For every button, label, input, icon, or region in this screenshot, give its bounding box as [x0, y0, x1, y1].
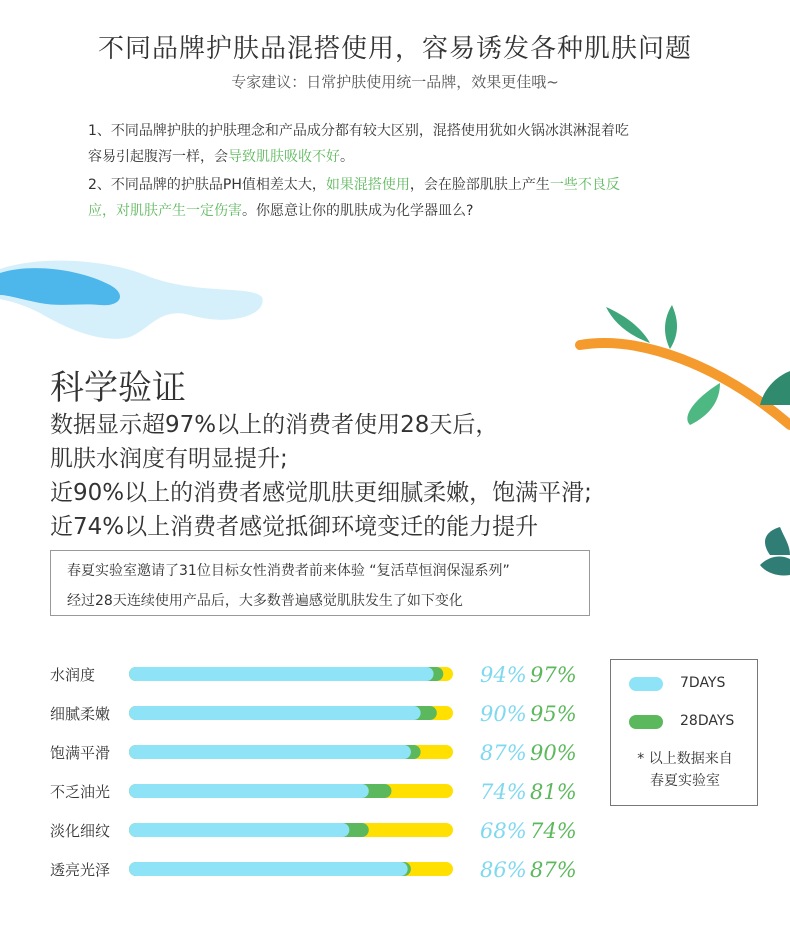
bar-7days: [129, 784, 369, 798]
value-label-28days: 87%: [530, 858, 577, 882]
study-line-2: 经过28天连续使用产品后，大多数普遍感觉肌肤发生了如下变化: [67, 593, 463, 609]
legend-note-line-1: * 以上数据来自: [637, 751, 733, 767]
category-label: 透亮光泽: [50, 861, 111, 879]
value-label-28days: 74%: [530, 819, 577, 843]
category-label: 细腻柔嫩: [50, 705, 111, 723]
bar-7days: [129, 823, 349, 837]
point-2-text-f: 。你愿意让你的肌肤成为化学器皿么?: [242, 203, 474, 219]
point-1: [88, 118, 728, 170]
point-2-highlight-2: 一些不良反: [549, 177, 620, 193]
claim-line: 近74%以上消费者感觉抵御环境变迁的能力提升: [50, 514, 539, 540]
value-label-7days: 87%: [480, 741, 527, 765]
science-title: 科学验证: [50, 368, 186, 408]
point-2: [88, 172, 728, 224]
value-label-28days: 90%: [530, 741, 577, 765]
point-2-text-a: 2、不同品牌的护肤品PH值相差太大，: [88, 177, 326, 193]
legend-label-7days: 7DAYS: [680, 675, 726, 691]
legend-note-line-2: 春夏实验室: [650, 773, 720, 789]
value-label-28days: 81%: [530, 780, 577, 804]
value-label-7days: 74%: [480, 780, 527, 804]
legend-note: [611, 748, 759, 792]
chart-legend: [610, 659, 758, 806]
bar-7days: [129, 667, 434, 681]
category-label: 不乏油光: [50, 783, 111, 801]
science-claims: [50, 408, 592, 544]
category-label: 水润度: [50, 666, 96, 684]
bar-7days: [129, 745, 411, 759]
legend-swatch-7days: [629, 677, 663, 691]
value-label-28days: 97%: [530, 663, 577, 687]
bar-7days: [129, 706, 421, 720]
point-2-highlight-3: 应，对肌肤产生一定伤害: [88, 203, 242, 219]
category-label: 淡化细纹: [50, 822, 111, 840]
legend-swatch-28days: [629, 715, 663, 729]
value-label-7days: 94%: [480, 663, 527, 687]
point-1-text-b: 容易引起腹泻一样，会: [88, 149, 228, 165]
value-label-28days: 95%: [530, 702, 577, 726]
page-subtitle: 专家建议：日常护肤使用统一品牌，效果更佳哦~: [231, 73, 559, 91]
decorative-cloud: [0, 255, 270, 345]
decorative-plant: [570, 305, 790, 585]
point-2-highlight-1: 如果混搭使用: [325, 177, 410, 193]
value-label-7days: 86%: [480, 858, 527, 882]
point-2-text-c: ，会在脸部肌肤上产生: [409, 177, 550, 193]
claim-line: 数据显示超97%以上的消费者使用28天后，: [50, 412, 499, 438]
bar-7days: [129, 862, 408, 876]
legend-label-28days: 28DAYS: [680, 713, 735, 729]
page-title: 不同品牌护肤品混搭使用，容易诱发各种肌肤问题: [97, 34, 692, 64]
value-label-7days: 90%: [480, 702, 527, 726]
category-label: 饱满平滑: [50, 744, 111, 762]
point-1-text-a: 1、不同品牌护肤的护肤理念和产品成分都有较大区别，混搭使用犹如火锅冰淇淋混着吃: [88, 123, 629, 139]
study-box: [50, 550, 590, 616]
point-1-highlight: 导致肌肤吸收不好: [228, 149, 340, 165]
claim-line: 肌肤水润度有明显提升;: [50, 446, 288, 472]
value-label-7days: 68%: [480, 819, 527, 843]
results-bar-chart: [0, 650, 600, 890]
study-line-1: 春夏实验室邀请了31位目标女性消费者前来体验 “复活草恒润保湿系列”: [67, 563, 510, 579]
point-1-text-d: 。: [340, 149, 354, 165]
claim-line: 近90%以上的消费者感觉肌肤更细腻柔嫩，饱满平滑;: [50, 480, 592, 506]
